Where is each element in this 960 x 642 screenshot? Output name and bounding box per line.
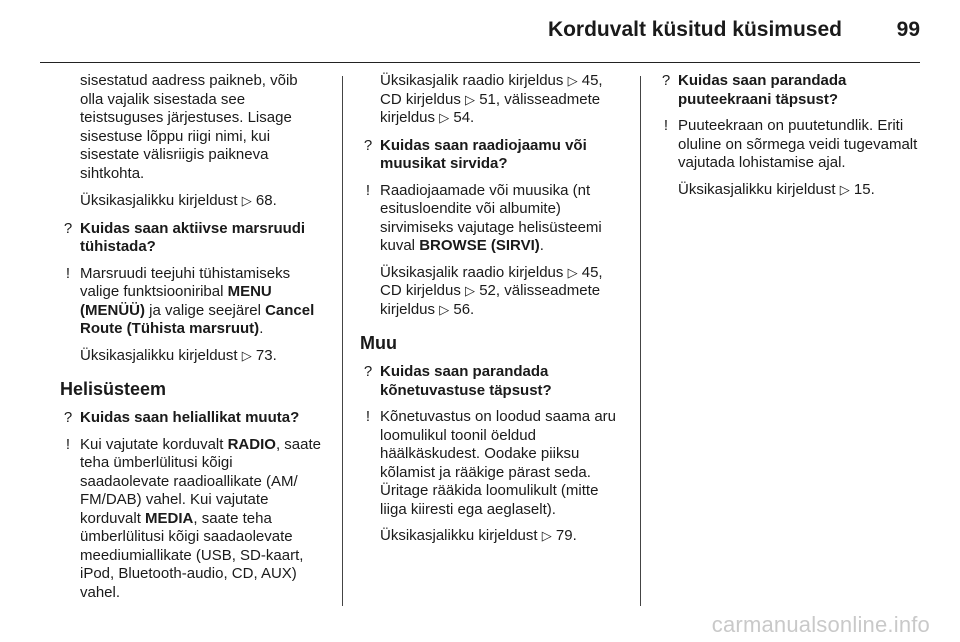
question-icon: ? (63, 409, 73, 426)
reference-arrow-icon: ▷ (439, 301, 450, 317)
exclamation-icon: ! (663, 117, 669, 134)
page-ref[interactable]: 79. (555, 527, 577, 544)
reference-arrow-icon: ▷ (465, 283, 476, 298)
watermark: carmanualsonline.info (711, 612, 930, 637)
page-ref[interactable]: 51, (479, 90, 501, 108)
reference-paragraph: Üksikasjalik raadio kirjeldus ▷ 45, CD kirjeldus ▷ 51, välisseadmete kirjeldus ▷ 54. (380, 72, 603, 126)
page-ref[interactable]: 45, (581, 263, 603, 281)
page-ref[interactable]: 15. (853, 180, 875, 198)
page-ref[interactable]: 52, (479, 282, 501, 299)
page-ref[interactable]: 56. (453, 300, 475, 318)
column-3 (658, 72, 920, 208)
question: ? Kuidas saan parandada puuteekraani täpsust? (658, 72, 920, 109)
page-ref[interactable]: 45, (581, 72, 603, 89)
reference-arrow-icon: ▷ (465, 91, 476, 107)
question-icon: ? (363, 136, 373, 154)
reference-arrow-icon: ▷ (541, 528, 552, 543)
paragraph: sisestatud aadress paikneb, võib olla vajalik sisestada see teistsuguses järjestuses. Lisage sisestuse lõppu riigi nimi, kui sisestate välisriigis paikneva sihtkohta. (80, 72, 298, 182)
section-heading: Helisüsteem (60, 379, 167, 399)
reference-paragraph: Üksikasjalikku kirjeldust ▷ 15. (678, 180, 875, 198)
question-icon: ? (63, 219, 73, 237)
reference-paragraph: Üksikasjalikku kirjeldust ▷ 79. (380, 527, 577, 544)
question-icon: ? (363, 363, 373, 380)
question-icon: ? (661, 72, 671, 89)
answer: ! Kõnetuvastus on loodud saama aru loomulikul toonil öeldud häälkäskudest. Oodake piiksu kõlamist ja rääkige pärast seda. Üritage rääkida loomulikult (mitte liiga kiiresti ega aeglaselt). (360, 408, 622, 519)
question: ? Kuidas saan aktiivse marsruudi tühistada? (60, 220, 322, 257)
column-divider (342, 76, 343, 606)
section-heading: Muu (360, 333, 397, 353)
reference-arrow-icon: ▷ (839, 181, 850, 197)
column-2 (360, 72, 622, 555)
reference-paragraph: Üksikasjalikku kirjeldust ▷ 68. (80, 192, 277, 209)
reference-paragraph: Üksikasjalikku kirjeldust ▷ 73. (80, 346, 277, 364)
page-ref[interactable]: 68. (255, 192, 277, 209)
answer: ! Raadiojaamade või muusika (nt esitusloendite või albumite) sirvimiseks vajutage helisüsteemi kuval BROWSE (SIRVI). (360, 182, 622, 256)
answer: ! Marsruudi teejuhi tühistamiseks valige funktsiooniribal MENU (MENÜÜ) ja valige seejärel Cancel Route (Tühista marsruut). (60, 265, 322, 339)
reference-arrow-icon: ▷ (567, 264, 578, 280)
page-ref[interactable]: 73. (255, 346, 277, 364)
answer: ! Kui vajutate korduvalt RADIO, saate teha ümberlülitusi kõigi saadaolevate raadioallikate (AM/ FM/DAB) vahel. Kui vajutate korduvalt MEDIA, saate teha ümberlülitusi kõigi saadaolevate meediumiallikate (USB, SD-kaart, iPod, Bluetooth-audio, CD, AUX) vahel. (60, 436, 322, 603)
exclamation-icon: ! (365, 408, 371, 425)
reference-arrow-icon: ▷ (241, 347, 252, 363)
page-number: 99 (896, 18, 920, 41)
reference-arrow-icon: ▷ (567, 73, 578, 88)
page-header (0, 0, 960, 62)
answer: ! Puuteekraan on puutetundlik. Eriti oluline on sõrmega veidi tugevamalt vajutada lohistamise ajal. (658, 117, 920, 173)
question: ? Kuidas saan raadiojaamu või muusikat sirvida? (360, 137, 622, 174)
header-rule (40, 62, 920, 63)
exclamation-icon: ! (65, 435, 71, 453)
exclamation-icon: ! (365, 181, 371, 199)
page-ref[interactable]: 54. (453, 109, 475, 126)
question: ? Kuidas saan parandada kõnetuvastuse täpsust? (360, 363, 622, 400)
page-title: Korduvalt küsitud küsimused (547, 18, 842, 41)
reference-arrow-icon: ▷ (439, 110, 450, 125)
reference-paragraph: Üksikasjalik raadio kirjeldus ▷ 45, CD kirjeldus ▷ 52, välisseadmete kirjeldus ▷ 56. (380, 263, 603, 318)
question: ? Kuidas saan heliallikat muuta? (60, 409, 322, 428)
exclamation-icon: ! (65, 264, 71, 282)
column-divider (640, 76, 641, 606)
reference-arrow-icon: ▷ (241, 193, 252, 208)
column-1 (60, 72, 322, 610)
